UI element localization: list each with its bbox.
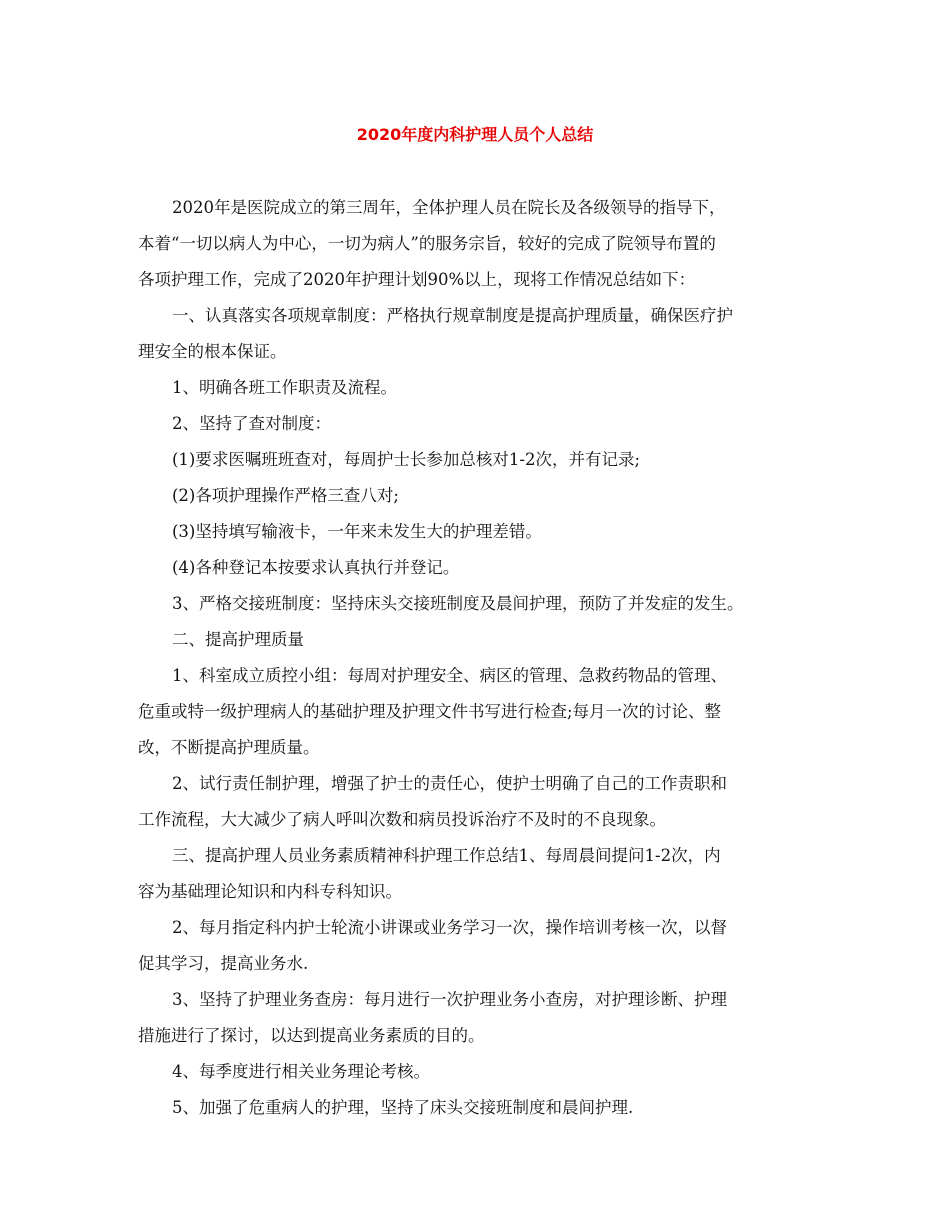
body-paragraph: [138, 982, 814, 1054]
paragraph-line: 各项护理工作，完成了2020年护理计划90%以上，现将工作情况总结如下：: [138, 270, 696, 289]
paragraph-line: 危重或特一级护理病人的基础护理及护理文件书写进行检查;每月一次的讨论、整: [138, 702, 722, 721]
body-paragraph: [138, 766, 814, 838]
paragraph-line: 4、每季度进行相关业务理论考核。: [172, 1062, 430, 1081]
paragraph-line: 容为基础理论知识和内科专科知识。: [138, 882, 402, 901]
body-paragraph: [138, 442, 814, 478]
body-paragraph: [138, 622, 814, 658]
paragraph-line: 本着“一切以病人为中心，一切为病人”的服务宗旨，较好的完成了院领导布置的: [138, 234, 716, 253]
document-title: 2020年度内科护理人员个人总结: [356, 125, 594, 144]
paragraph-line: 3、严格交接班制度：坚持床头交接班制度及晨间护理，预防了并发症的发生。: [172, 594, 744, 613]
paragraph-line: 二、提高护理质量: [172, 630, 304, 649]
paragraph-line: 一、认真落实各项规章制度：严格执行规章制度是提高护理质量，确保医疗护: [172, 306, 733, 325]
body-paragraph: [138, 190, 814, 298]
body-paragraph: [138, 910, 814, 982]
paragraph-line: 措施进行了探讨，以达到提高业务素质的目的。: [138, 1026, 485, 1045]
body-paragraph: [138, 1054, 814, 1090]
body-paragraph: [138, 406, 814, 442]
body-paragraph: [138, 514, 814, 550]
body-paragraph: [138, 298, 814, 370]
paragraph-line: (4)各种登记本按要求认真执行并登记。: [172, 558, 460, 577]
paragraph-line: 2、每月指定科内护士轮流小讲课或业务学习一次，操作培训考核一次，以督: [172, 918, 727, 937]
paragraph-line: 3、坚持了护理业务查房：每月进行一次护理业务小查房，对护理诊断、护理: [172, 990, 727, 1009]
paragraph-line: 促其学习，提高业务水.: [138, 954, 309, 973]
paragraph-line: 2、试行责任制护理，增强了护士的责任心，使护士明确了自己的工作责职和: [172, 774, 727, 793]
paragraph-line: 理安全的根本保证。: [138, 342, 287, 361]
body-paragraph: [138, 658, 814, 766]
paragraph-line: 改，不断提高护理质量。: [138, 738, 320, 757]
paragraph-line: (1)要求医嘱班班查对，每周护士长参加总核对1-2次，并有记录;: [172, 450, 641, 469]
body-paragraph: [138, 370, 814, 406]
paragraph-line: 2020年是医院成立的第三周年，全体护理人员在院长及各级领导的指导下，: [172, 198, 726, 217]
paragraph-line: 5、加强了危重病人的护理，坚持了床头交接班制度和晨间护理.: [172, 1098, 634, 1117]
paragraph-line: 三、提高护理人员业务素质精神科护理工作总结1、每周晨间提问1-2次，内: [172, 846, 721, 865]
paragraph-line: 2、坚持了查对制度：: [172, 414, 331, 433]
body-paragraph: [138, 550, 814, 586]
body-paragraph: [138, 838, 814, 910]
body-paragraph: [138, 478, 814, 514]
paragraph-line: (3)坚持填写输液卡，一年来未发生大的护理差错。: [172, 522, 542, 541]
body-paragraph: [138, 586, 814, 622]
paragraph-line: 工作流程，大大减少了病人呼叫次数和病员投诉治疗不及时的不良现象。: [138, 810, 666, 829]
document-body: [138, 190, 814, 1126]
paragraph-line: 1、明确各班工作职责及流程。: [172, 378, 397, 397]
paragraph-line: 1、科室成立质控小组：每周对护理安全、病区的管理、急救药物品的管理、: [172, 666, 727, 685]
paragraph-line: (2)各项护理操作严格三查八对;: [172, 486, 399, 505]
body-paragraph: [138, 1090, 814, 1126]
